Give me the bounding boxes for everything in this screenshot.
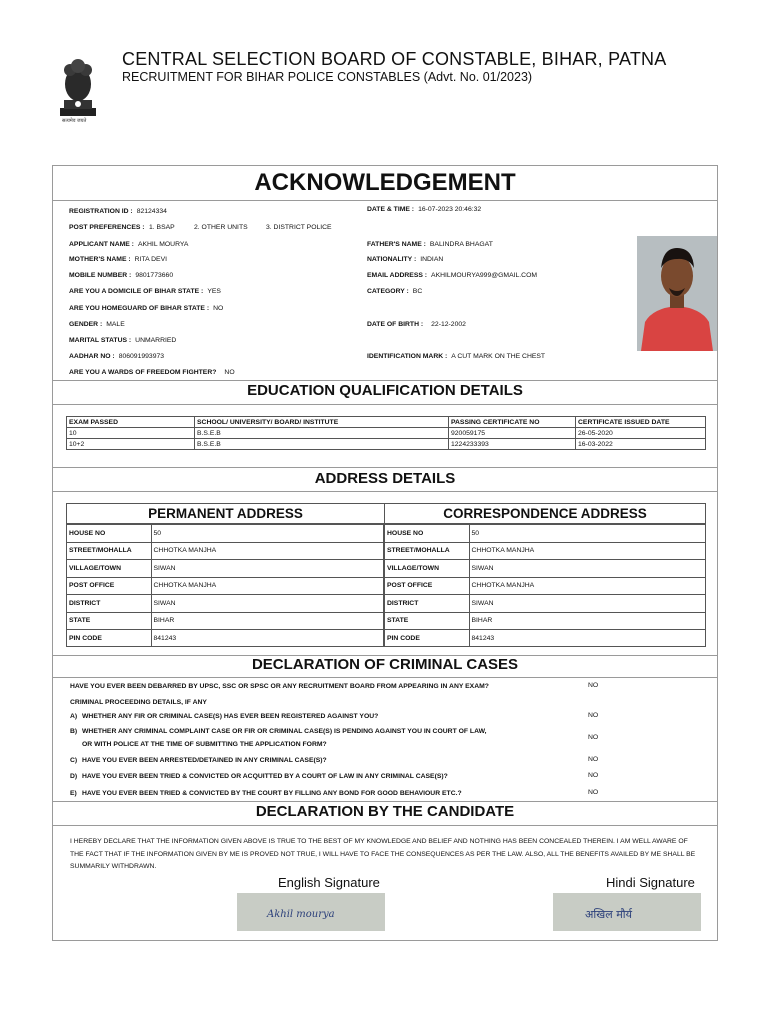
correspondence-address-title: CORRESPONDENCE ADDRESS xyxy=(385,504,705,524)
criminal-section-title: DECLARATION OF CRIMINAL CASES xyxy=(251,656,519,673)
address-key: STATE xyxy=(67,612,151,630)
address-value: SIWAN xyxy=(151,560,384,578)
criminal-question-b: B) WHETHER ANY CRIMINAL COMPLAINT CASE OR FIR OR CRIMINAL CASE(S) IS PENDING AGAINST YOU IN COURT OF LAW, xyxy=(70,728,487,735)
table-cell: B.S.E.B xyxy=(195,439,449,450)
date-time-field: DATE & TIME : 16-07-2023 20:46:32 xyxy=(367,206,482,213)
address-value: CHHOTKA MANJHA xyxy=(469,577,705,595)
address-value: 50 xyxy=(151,525,384,543)
divider xyxy=(53,491,717,492)
table-row xyxy=(385,577,705,595)
acknowledgement-card xyxy=(52,165,718,941)
table-row xyxy=(67,542,384,560)
date-of-birth-field: DATE OF BIRTH : 22-12-2002 xyxy=(367,321,466,328)
divider xyxy=(53,677,717,678)
post-preference-1: 1. BSAP xyxy=(149,224,175,231)
board-title: CENTRAL SELECTION BOARD OF CONSTABLE, BIHAR, PATNA xyxy=(122,49,667,69)
declaration-text: I HEREBY DECLARE THAT THE INFORMATION GIVEN ABOVE IS TRUE TO THE BEST OF MY KNOWLEDGE AND BELIEF AND NOTHING HAS BEEN CONCEALED THEREIN. I AM WELL AWARE OF THE FACT THAT IF THE INFORMATION GIVEN BY ME IS PROVED NOT TRUE, I WILL HAVE TO FACE THE CONSEQUENCES AS PER THE LAW. ALSO, ALL THE BENEFITS AVAILED BY ME SHALL BE SUMMARILY WITHDRAWN. xyxy=(70,838,696,870)
domicile-field: ARE YOU A DOMICILE OF BIHAR STATE : YES xyxy=(69,288,221,295)
table-cell: 26-05-2020 xyxy=(576,428,706,439)
address-key: POST OFFICE xyxy=(385,577,469,595)
english-signature-label: English Signature xyxy=(278,875,380,890)
criminal-answer-e: NO xyxy=(588,789,599,796)
address-value: SIWAN xyxy=(151,595,384,613)
criminal-question-d: D) HAVE YOU EVER BEEN TRIED & CONVICTED OR ACQUITTED BY A COURT OF LAW IN ANY CRIMINAL CASE(S)? xyxy=(70,773,448,780)
divider xyxy=(53,801,717,802)
address-value: 841243 xyxy=(469,630,705,648)
post-preference-2: 2. OTHER UNITS xyxy=(194,224,248,231)
aadhar-no-field: AADHAR NO : 806091993973 xyxy=(69,353,165,360)
address-key: DISTRICT xyxy=(385,595,469,613)
address-value: CHHOTKA MANJHA xyxy=(151,542,384,560)
address-value: CHHOTKA MANJHA xyxy=(469,542,705,560)
address-value: BIHAR xyxy=(469,612,705,630)
applicant-name-field: APPLICANT NAME : AKHIL MOURYA xyxy=(69,241,189,248)
email-address-field: EMAIL ADDRESS : AKHILMOURYA999@GMAIL.COM xyxy=(367,272,538,279)
recruitment-subtitle: RECRUITMENT FOR BIHAR POLICE CONSTABLES (Advt. No. 01/2023) xyxy=(122,70,533,84)
english-signature-image xyxy=(237,893,385,931)
table-cell: 10 xyxy=(67,428,195,439)
correspondence-address xyxy=(385,504,705,647)
document-header xyxy=(56,48,736,138)
address-key: VILLAGE/TOWN xyxy=(385,560,469,578)
identification-mark-field: IDENTIFICATION MARK : A CUT MARK ON THE CHEST xyxy=(367,353,546,360)
acknowledgement-title: ACKNOWLEDGEMENT xyxy=(254,169,516,196)
hindi-signature-image xyxy=(553,893,701,931)
criminal-proceeding-label: CRIMINAL PROCEEDING DETAILS, IF ANY xyxy=(70,699,207,706)
table-row xyxy=(67,612,384,630)
education-section-title: EDUCATION QUALIFICATION DETAILS xyxy=(247,382,523,399)
homeguard-field: ARE YOU HOMEGUARD OF BIHAR STATE : NO xyxy=(69,305,224,312)
gender-field: GENDER : MALE xyxy=(69,321,125,328)
address-key: STATE xyxy=(385,612,469,630)
permanent-address xyxy=(67,504,385,647)
table-cell: 10+2 xyxy=(67,439,195,450)
address-key: VILLAGE/TOWN xyxy=(67,560,151,578)
post-preference-3: 3. DISTRICT POLICE xyxy=(266,224,332,231)
applicant-photo xyxy=(637,236,717,351)
divider xyxy=(53,467,717,468)
column-header: PASSING CERTIFICATE NO xyxy=(449,417,576,428)
table-row xyxy=(67,595,384,613)
criminal-question-a: A) WHETHER ANY FIR OR CRIMINAL CASE(S) HAS EVER BEEN REGISTERED AGAINST YOU? xyxy=(70,713,379,720)
divider xyxy=(53,380,717,381)
table-header-row xyxy=(67,417,706,428)
criminal-question-b-cont: OR WITH POLICE AT THE TIME OF SUBMITTING THE APPLICATION FORM? xyxy=(82,741,327,748)
divider xyxy=(53,200,717,201)
address-value: SIWAN xyxy=(469,560,705,578)
svg-text:अखिल मौर्य: अखिल मौर्य xyxy=(585,908,633,921)
address-key: HOUSE NO xyxy=(67,525,151,543)
table-cell: B.S.E.B xyxy=(195,428,449,439)
table-row xyxy=(67,428,706,439)
table-row xyxy=(385,560,705,578)
address-key: POST OFFICE xyxy=(67,577,151,595)
table-row xyxy=(67,439,706,450)
table-row xyxy=(385,595,705,613)
table-cell: 920059175 xyxy=(449,428,576,439)
permanent-address-table xyxy=(67,524,384,647)
criminal-answer-b: NO xyxy=(588,734,599,741)
marital-status-field: MARITAL STATUS : UNMARRIED xyxy=(69,337,177,344)
address-key: DISTRICT xyxy=(67,595,151,613)
emblem-motto: सत्यमेव जयते xyxy=(62,118,87,124)
table-row xyxy=(385,542,705,560)
criminal-answer-c: NO xyxy=(588,756,599,763)
address-key: PIN CODE xyxy=(67,630,151,648)
column-header: CERTIFICATE ISSUED DATE xyxy=(576,417,706,428)
correspondence-address-table xyxy=(385,524,705,647)
address-section-title: ADDRESS DETAILS xyxy=(314,470,456,487)
debarred-question: HAVE YOU EVER BEEN DEBARRED BY UPSC, SSC OR SPSC OR ANY RECRUITMENT BOARD FROM APPEARING IN ANY EXAM? xyxy=(70,683,489,690)
table-row xyxy=(67,630,384,648)
column-header: SCHOOL/ UNIVERSITY/ BOARD/ INSTITUTE xyxy=(195,417,449,428)
address-value: 841243 xyxy=(151,630,384,648)
hindi-signature-label: Hindi Signature xyxy=(606,875,695,890)
criminal-answer-d: NO xyxy=(588,772,599,779)
nationality-field: NATIONALITY : INDIAN xyxy=(367,256,444,263)
criminal-answer-a: NO xyxy=(588,712,599,719)
address-key: PIN CODE xyxy=(385,630,469,648)
address-value: BIHAR xyxy=(151,612,384,630)
fathers-name-field: FATHER'S NAME : BALINDRA BHAGAT xyxy=(367,241,493,248)
debarred-answer: NO xyxy=(588,682,599,689)
table-row xyxy=(385,525,705,543)
svg-text:Akhil mourya: Akhil mourya xyxy=(267,909,335,920)
mothers-name-field: MOTHER'S NAME : RITA DEVI xyxy=(69,256,168,263)
post-preferences-field: POST PREFERENCES : xyxy=(69,224,145,231)
candidate-declaration-title: DECLARATION BY THE CANDIDATE xyxy=(255,803,515,820)
table-row xyxy=(67,577,384,595)
column-header: EXAM PASSED xyxy=(67,417,195,428)
divider xyxy=(53,404,717,405)
criminal-question-c: C) HAVE YOU EVER BEEN ARRESTED/DETAINED IN ANY CRIMINAL CASE(S)? xyxy=(70,757,327,764)
national-emblem-icon xyxy=(56,56,100,126)
address-box xyxy=(66,503,706,647)
table-row xyxy=(67,525,384,543)
table-cell: 1224233393 xyxy=(449,439,576,450)
freedom-fighter-field: ARE YOU A WARDS OF FREEDOM FIGHTER? NO xyxy=(69,369,235,376)
registration-id-field: REGISTRATION ID : 82124334 xyxy=(69,208,167,215)
table-row xyxy=(385,630,705,648)
address-value: CHHOTKA MANJHA xyxy=(151,577,384,595)
divider xyxy=(53,825,717,826)
permanent-address-title: PERMANENT ADDRESS xyxy=(67,504,384,524)
address-value: 50 xyxy=(469,525,705,543)
category-field: CATEGORY : BC xyxy=(367,288,423,295)
address-key: STREET/MOHALLA xyxy=(385,542,469,560)
table-row xyxy=(385,612,705,630)
table-cell: 16-03-2022 xyxy=(576,439,706,450)
education-table xyxy=(66,416,706,450)
address-key: STREET/MOHALLA xyxy=(67,542,151,560)
criminal-question-e: E) HAVE YOU EVER BEEN TRIED & CONVICTED BY THE COURT BY FILLING ANY BOND FOR GOOD BEHAVIOUR ETC.? xyxy=(70,790,462,797)
table-row xyxy=(67,560,384,578)
address-key: HOUSE NO xyxy=(385,525,469,543)
mobile-number-field: MOBILE NUMBER : 9801773660 xyxy=(69,272,174,279)
address-value: SIWAN xyxy=(469,595,705,613)
